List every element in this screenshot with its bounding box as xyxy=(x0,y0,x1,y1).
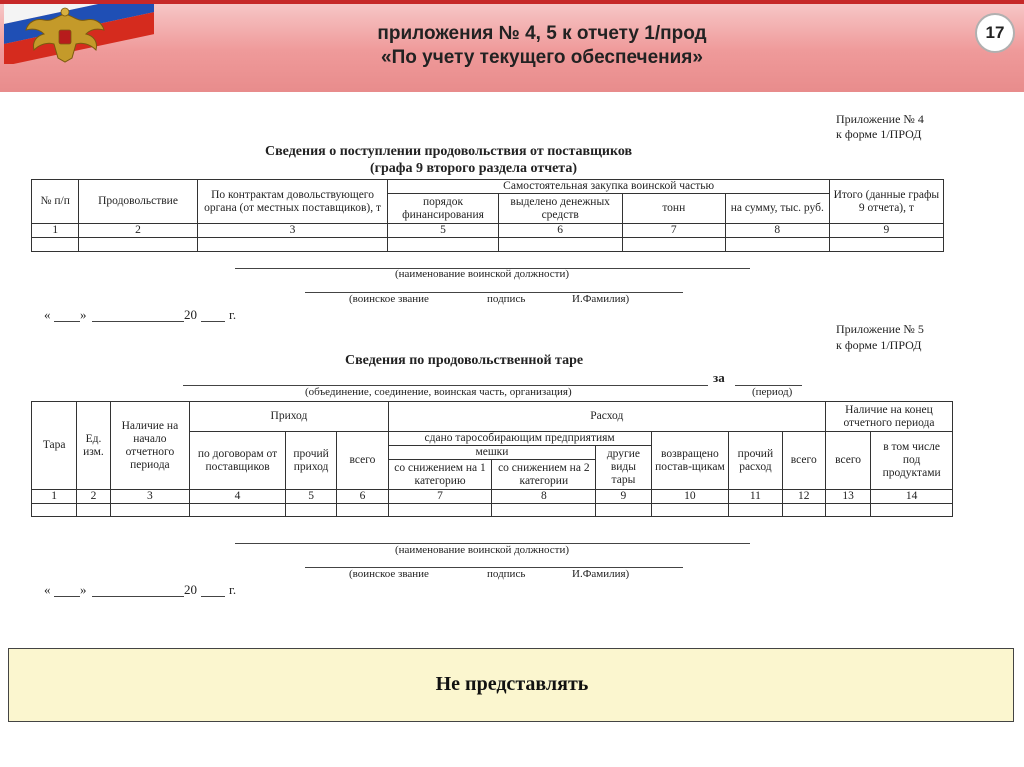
date-year-line xyxy=(201,321,225,322)
form4-rank-caption: (воинское звание xyxy=(349,293,429,305)
col-sum-header: на сумму, тыс. руб. xyxy=(725,194,829,224)
col-with-food-header: в том числе под продуктами xyxy=(871,432,953,490)
col-number-cell: 1 xyxy=(32,224,79,238)
col-food-header: Продовольствие xyxy=(79,180,197,224)
form5-rank-caption: (воинское звание xyxy=(349,568,429,580)
slide-title-line2: «По учету текущего обеспечения» xyxy=(381,47,703,68)
col-number-cell: 6 xyxy=(337,490,388,504)
date-month-line xyxy=(92,321,184,322)
form5-date-quote-close: » xyxy=(80,582,87,597)
form5-org-caption: (объединение, соединение, воинская часть, организация) xyxy=(305,386,572,398)
col-outcome-header: Расход xyxy=(388,402,825,432)
col-cat2-header: со снижением на 2 категории xyxy=(492,460,596,490)
col-income-header: Приход xyxy=(190,402,388,432)
form4-position-caption: (наименование воинской должности) xyxy=(395,268,570,280)
form4-date-quote-close: » xyxy=(80,307,87,322)
slide-title xyxy=(0,22,1024,70)
col-number-cell: 4 xyxy=(190,490,286,504)
col-total-in-header: всего xyxy=(337,432,388,490)
note-box xyxy=(8,648,1014,722)
col-number-cell: 3 xyxy=(110,490,190,504)
col-other-out-header: прочий расход xyxy=(729,432,782,490)
col-number-cell: 13 xyxy=(825,490,870,504)
form5-period-caption: (период) xyxy=(752,386,793,398)
col-handed-header: сдано тарособирающим предприятиям xyxy=(388,432,651,446)
form5-date-suffix: г. xyxy=(229,582,237,597)
form4-name-caption: И.Фамилия) xyxy=(572,293,630,305)
col-other-in-header: прочий приход xyxy=(285,432,336,490)
form5-table xyxy=(31,401,953,517)
col-start-header: Наличие на начало отчетного периода xyxy=(110,402,190,490)
col-number-cell: 2 xyxy=(79,224,197,238)
form5-date-year: 20 xyxy=(184,582,197,597)
col-number-cell: 1 xyxy=(32,490,77,504)
col-number-cell: 2 xyxy=(77,490,110,504)
col-number-cell: 7 xyxy=(622,224,725,238)
form4-table xyxy=(31,179,944,252)
col-cat1-header: со снижением на 1 категорию xyxy=(388,460,492,490)
col-number-cell: 9 xyxy=(829,224,943,238)
note-text: Не представлять xyxy=(435,673,589,695)
form4-title-line2: (графа 9 второго раздела отчета) xyxy=(370,161,578,176)
col-total-out-header: всего xyxy=(782,432,825,490)
date-day-line xyxy=(54,596,80,597)
form5-title: Сведения по продовольственной таре xyxy=(345,353,584,368)
col-number-cell: 5 xyxy=(388,224,498,238)
slide-header xyxy=(0,0,1024,92)
col-number-cell: 9 xyxy=(596,490,651,504)
col-tara-header: Тара xyxy=(32,402,77,490)
date-year-line xyxy=(201,596,225,597)
slide-title-line1: приложения № 4, 5 к отчету 1/прод xyxy=(377,23,707,44)
date-month-line xyxy=(92,596,184,597)
form5-appendix-line1: Приложение № 5 xyxy=(836,322,924,336)
form4-appendix-line2: к форме 1/ПРОД xyxy=(836,127,922,141)
form4-title-line1: Сведения о поступлении продовольствия от поставщиков xyxy=(265,144,633,159)
col-number-cell: 5 xyxy=(285,490,336,504)
col-number-cell: 8 xyxy=(492,490,596,504)
col-end-header: Наличие на конец отчетного периода xyxy=(825,402,952,432)
table-row xyxy=(32,504,953,517)
page-number-badge: 17 xyxy=(975,13,1015,53)
col-total-header: Итого (данные графы 9 отчета), т xyxy=(829,180,943,224)
col-number-cell: 10 xyxy=(651,490,729,504)
col-contracts-header: По контрактам довольствующего органа (от местных поставщиков), т xyxy=(197,180,388,224)
col-number-cell: 14 xyxy=(871,490,953,504)
col-number-cell: 7 xyxy=(388,490,492,504)
table-row xyxy=(32,238,944,252)
col-other-kinds-header: другие виды тары xyxy=(596,446,651,490)
col-contracts-header: по договорам от поставщиков xyxy=(190,432,286,490)
col-allocated-header: выделено денежных средств xyxy=(498,194,622,224)
form5-signature-caption: подпись xyxy=(487,568,526,580)
col-number-cell: 3 xyxy=(197,224,388,238)
col-end-total-header: всего xyxy=(825,432,870,490)
form5-name-caption: И.Фамилия) xyxy=(572,568,630,580)
col-unit-header: Ед. изм. xyxy=(77,402,110,490)
form4-date-quote-open: « xyxy=(44,307,51,322)
form5-position-caption: (наименование воинской должности) xyxy=(395,544,570,556)
col-self-purchase-header: Самостоятельная закупка воинской частью xyxy=(388,180,829,194)
form4-date-year: 20 xyxy=(184,307,197,322)
form5-appendix-line2: к форме 1/ПРОД xyxy=(836,338,922,352)
col-number-cell: 6 xyxy=(498,224,622,238)
col-bags-header: мешки xyxy=(388,446,596,460)
col-returned-header: возвращено постав-щикам xyxy=(651,432,729,490)
form4-signature-caption: подпись xyxy=(487,293,526,305)
col-num-header: № п/п xyxy=(32,180,79,224)
form5-za: за xyxy=(713,370,725,385)
date-day-line xyxy=(54,321,80,322)
col-tons-header: тонн xyxy=(622,194,725,224)
col-number-cell: 8 xyxy=(725,224,829,238)
form4-appendix-line1: Приложение № 4 xyxy=(836,112,924,126)
document-scan xyxy=(0,92,1024,647)
col-number-cell: 11 xyxy=(729,490,782,504)
col-order-header: порядок финансирования xyxy=(388,194,498,224)
form5-date-quote-open: « xyxy=(44,582,51,597)
form4-date-suffix: г. xyxy=(229,307,237,322)
col-number-cell: 12 xyxy=(782,490,825,504)
